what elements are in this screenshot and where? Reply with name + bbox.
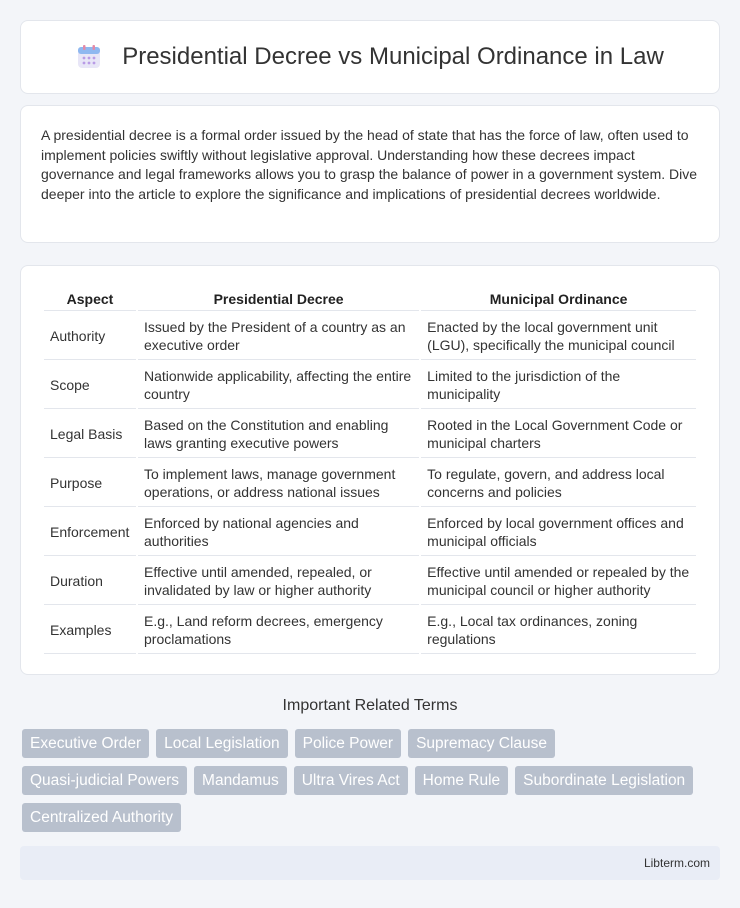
- intro-card: [20, 105, 720, 243]
- aspect-cell: Legal Basis: [44, 410, 136, 458]
- decree-cell: Based on the Constitution and enabling laws granting executive powers: [138, 410, 419, 458]
- related-terms-title: Important Related Terms: [282, 697, 458, 714]
- comparison-card: [20, 265, 720, 675]
- decree-cell: Enforced by national agencies and authorities: [138, 508, 419, 556]
- aspect-cell: Purpose: [44, 459, 136, 507]
- aspect-cell: Duration: [44, 557, 136, 605]
- ordinance-cell: Limited to the jurisdiction of the municipality: [421, 361, 696, 409]
- ordinance-cell: E.g., Local tax ordinances, zoning regulations: [421, 606, 696, 654]
- ordinance-cell: Rooted in the Local Government Code or municipal charters: [421, 410, 696, 458]
- page-title: Presidential Decree vs Municipal Ordinance in Law: [122, 43, 664, 70]
- table-row: [44, 606, 696, 654]
- related-terms-list: [22, 729, 720, 832]
- term-tag-centralized-authority[interactable]: Centralized Authority: [22, 803, 181, 832]
- header-presidential-decree: Presidential Decree: [138, 287, 419, 311]
- aspect-cell: Scope: [44, 361, 136, 409]
- header-aspect: Aspect: [44, 287, 136, 311]
- term-tag-police-power[interactable]: Police Power: [295, 729, 401, 758]
- term-tag-quasi-judicial-powers[interactable]: Quasi-judicial Powers: [22, 766, 187, 795]
- ordinance-cell: Enforced by local government offices and municipal officials: [421, 508, 696, 556]
- calendar-icon: [76, 44, 102, 70]
- ordinance-cell: Effective until amended or repealed by the municipal council or higher authority: [421, 557, 696, 605]
- ordinance-cell: Enacted by the local government unit (LGU), specifically the municipal council: [421, 312, 696, 360]
- term-tag-mandamus[interactable]: Mandamus: [194, 766, 287, 795]
- table-header-row: [44, 287, 696, 311]
- page-header: [20, 20, 720, 94]
- term-tag-executive-order[interactable]: Executive Order: [22, 729, 149, 758]
- intro-text: A presidential decree is a formal order issued by the head of state that has the force of law, often used to implement policies swiftly without legislative approval. Understanding how these decrees impact governance and legal frameworks allows you to grasp the balance of power in a government system. Dive deeper into the article to explore the significance and implications of presidential decrees worldwide.: [41, 127, 698, 202]
- table-row: [44, 361, 696, 409]
- term-tag-supremacy-clause[interactable]: Supremacy Clause: [408, 729, 555, 758]
- term-tag-ultra-vires-act[interactable]: Ultra Vires Act: [294, 766, 408, 795]
- table-row: [44, 508, 696, 556]
- decree-cell: Effective until amended, repealed, or invalidated by law or higher authority: [138, 557, 419, 605]
- aspect-cell: Authority: [44, 312, 136, 360]
- footer: [20, 846, 720, 880]
- decree-cell: To implement laws, manage government operations, or address national issues: [138, 459, 419, 507]
- aspect-cell: Enforcement: [44, 508, 136, 556]
- term-tag-subordinate-legislation[interactable]: Subordinate Legislation: [515, 766, 693, 795]
- decree-cell: Nationwide applicability, affecting the entire country: [138, 361, 419, 409]
- footer-site-link[interactable]: Libterm.com: [643, 856, 710, 870]
- table-row: [44, 459, 696, 507]
- ordinance-cell: To regulate, govern, and address local concerns and policies: [421, 459, 696, 507]
- term-tag-home-rule[interactable]: Home Rule: [415, 766, 509, 795]
- table-row: [44, 312, 696, 360]
- comparison-table: [42, 286, 698, 655]
- table-row: [44, 557, 696, 605]
- aspect-cell: Examples: [44, 606, 136, 654]
- decree-cell: E.g., Land reform decrees, emergency proclamations: [138, 606, 419, 654]
- header-municipal-ordinance: Municipal Ordinance: [421, 287, 696, 311]
- table-row: [44, 410, 696, 458]
- decree-cell: Issued by the President of a country as an executive order: [138, 312, 419, 360]
- term-tag-local-legislation[interactable]: Local Legislation: [156, 729, 287, 758]
